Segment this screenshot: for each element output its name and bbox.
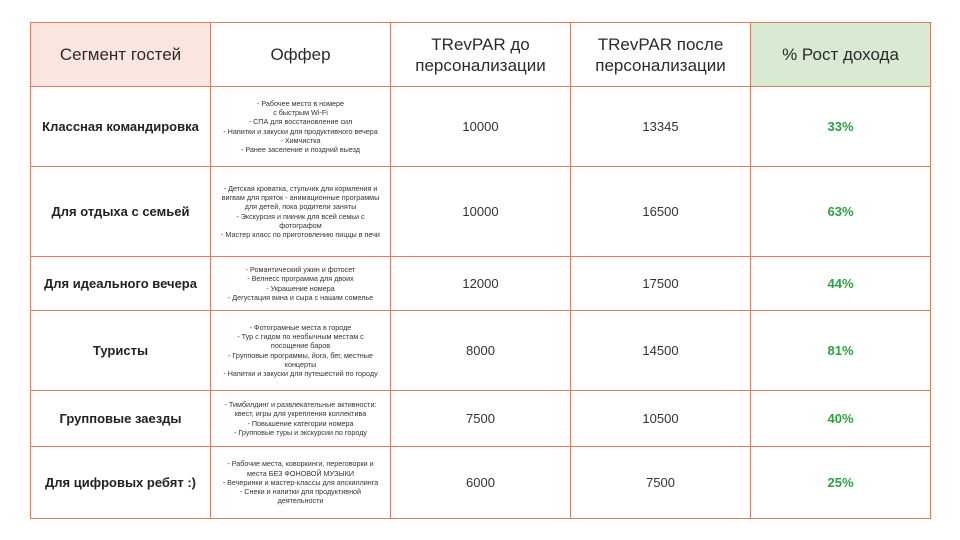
trevpar-after-cell: 7500 <box>571 447 751 519</box>
header-offer: Оффер <box>211 23 391 87</box>
offer-line: - Рабочие места, коворкинги, переговорки и места БЕЗ ФОНОВОЙ МУЗЫКИ <box>227 459 374 478</box>
offer-cell <box>211 257 391 311</box>
offer-line: - Напитки и закуски для путешестий по городу <box>223 369 378 379</box>
header-segment: Сегмент гостей <box>31 23 211 87</box>
segment-cell: Для отдыха с семьей <box>31 167 211 257</box>
table-row <box>31 87 931 167</box>
offer-cell <box>211 167 391 257</box>
table-row <box>31 167 931 257</box>
growth-cell: 81% <box>751 311 931 391</box>
header-trevpar-after: TRevPAR после персонализации <box>571 23 751 87</box>
table-row <box>31 391 931 447</box>
trevpar-after-cell: 13345 <box>571 87 751 167</box>
offer-line: - Дегустация вина и сыра с нашим сомелье <box>227 292 374 302</box>
offer-line: - Мастер класс по приготовлению пиццы в печи <box>221 230 380 240</box>
segment-cell: Туристы <box>31 311 211 391</box>
offer-line: - Вечеринки и мастер-классы для апскиллинга <box>222 477 379 487</box>
growth-cell: 44% <box>751 257 931 311</box>
segment-cell: Для цифровых ребят :) <box>31 447 211 519</box>
trevpar-before-cell: 6000 <box>391 447 571 519</box>
offer-line: - СПА для восстановление сил <box>248 117 353 127</box>
trevpar-before-cell: 7500 <box>391 391 571 447</box>
header-row <box>31 23 931 87</box>
offer-line: - Рабочее место в номере <box>256 98 345 108</box>
trevpar-before-cell: 8000 <box>391 311 571 391</box>
offer-line: - Фотограмные места в городе <box>249 322 352 332</box>
offer-cell <box>211 311 391 391</box>
offer-line: - Напитки и закуски для продуктивного вечера <box>223 126 378 136</box>
offer-line: - Детская кроватка, стульчик для кормления и вигвам для пряток - анимационные программы для детей, пока родители заняты <box>221 183 380 212</box>
offer-line: - Ранее заселение и поздний выезд <box>240 145 361 155</box>
trevpar-after-cell: 10500 <box>571 391 751 447</box>
offer-line: - Групповые туры и экскурсии по городу <box>233 427 368 437</box>
segment-cell: Классная командировка <box>31 87 211 167</box>
trevpar-before-cell: 12000 <box>391 257 571 311</box>
trevpar-after-cell: 17500 <box>571 257 751 311</box>
offer-line: - Романтический ужин и фотосет <box>245 264 356 274</box>
offer-line: - Групповые программы, йога, бег, местные концерты <box>228 350 373 369</box>
trevpar-before-cell: 10000 <box>391 87 571 167</box>
segment-cell: Групповые заезды <box>31 391 211 447</box>
offer-line: - Экскурсия и пикник для всей семьи с фотографом <box>236 211 365 230</box>
offers-table <box>30 22 931 519</box>
offer-line: - Тур с гидом по необычным местам с посощение баров <box>237 331 364 351</box>
table-row <box>31 257 931 311</box>
offer-line: - Снеки и напитки для продуктивной деятельности <box>239 487 362 506</box>
offer-line: - Украшение номера <box>266 283 335 293</box>
growth-cell: 33% <box>751 87 931 167</box>
growth-cell: 63% <box>751 167 931 257</box>
table-row <box>31 447 931 519</box>
offer-line: с быстрым Wi-Fi <box>273 107 328 117</box>
offer-line: - Велнесс программа для двоих <box>247 274 354 284</box>
trevpar-before-cell: 10000 <box>391 167 571 257</box>
offer-cell <box>211 391 391 447</box>
header-growth: % Рост дохода <box>751 23 931 87</box>
table-row <box>31 311 931 391</box>
trevpar-after-cell: 16500 <box>571 167 751 257</box>
offer-line: - Тимбилдинг и развлекательные активности: квест, игры для укрепления коллектива <box>224 399 377 419</box>
offer-line: - Повышение категории номера <box>247 418 354 428</box>
trevpar-after-cell: 14500 <box>571 311 751 391</box>
offer-line: - Химчистка <box>280 135 321 145</box>
growth-cell: 25% <box>751 447 931 519</box>
growth-cell: 40% <box>751 391 931 447</box>
offer-cell <box>211 87 391 167</box>
header-trevpar-before: TRevPAR до персонализации <box>391 23 571 87</box>
segment-cell: Для идеального вечера <box>31 257 211 311</box>
offer-cell <box>211 447 391 519</box>
